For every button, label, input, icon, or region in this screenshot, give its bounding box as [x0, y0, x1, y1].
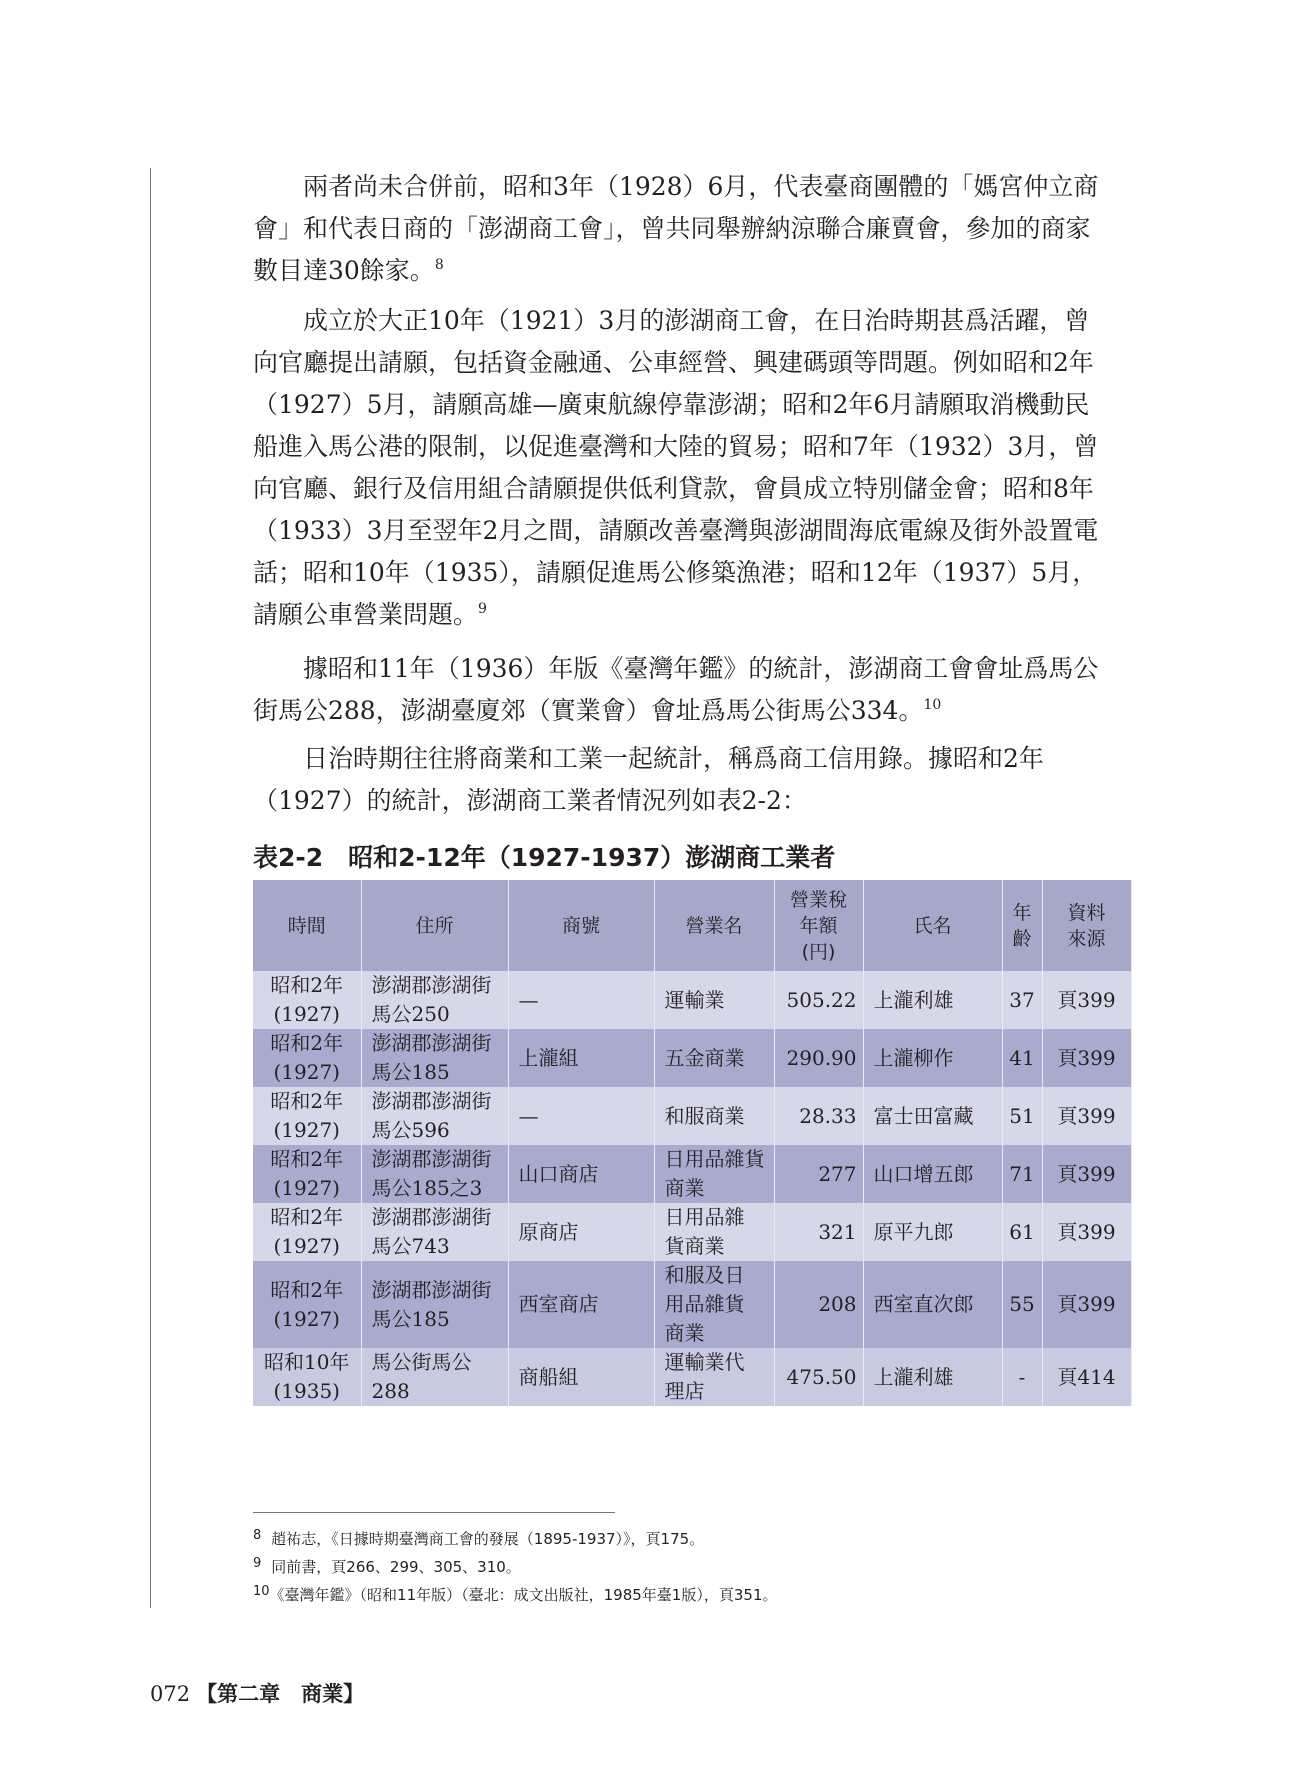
table-cell: 商船組 — [508, 1348, 654, 1406]
paragraph-line: （1927）的統計，澎湖商工業者情況列如表2-2： — [253, 786, 807, 815]
paragraph-3 — [253, 648, 1131, 732]
header-cell: 營業稅 年額 (円) — [774, 880, 863, 971]
table-cell: - — [1002, 1348, 1042, 1406]
paragraph-line: 數目達30餘家。 — [253, 256, 435, 285]
table-cell: 55 — [1002, 1261, 1042, 1348]
table-row — [253, 971, 1131, 1029]
header-cell: 氏名 — [863, 880, 1002, 971]
merchants-table — [253, 880, 1132, 1406]
table-cell: 和服及日 用品雜貨 商業 — [654, 1261, 774, 1348]
table-cell: 頁399 — [1042, 1087, 1131, 1145]
table-cell: 和服商業 — [654, 1087, 774, 1145]
table-row — [253, 1087, 1131, 1145]
table-cell: 昭和2年 (1927) — [253, 1261, 361, 1348]
paragraph-line: 會」和代表日商的「澎湖商工會」，曾共同舉辦納涼聯合廉賣會，參加的商家 — [253, 214, 1091, 243]
table-cell: 昭和2年 (1927) — [253, 971, 361, 1029]
paragraph-line: 向官廳提出請願，包括資金融通、公車經營、興建碼頭等問題。例如昭和2年 — [253, 348, 1094, 377]
paragraph-1 — [253, 166, 1131, 292]
paragraph-line: 向官廳、銀行及信用組合請願提供低利貸款，會員成立特別儲金會；昭和8年 — [253, 474, 1094, 503]
table-cell: 富士田富藏 — [863, 1087, 1002, 1145]
table-cell: 澎湖郡澎湖街 馬公185 — [361, 1261, 508, 1348]
table-cell: 51 — [1002, 1087, 1042, 1145]
table-cell: 頁399 — [1042, 971, 1131, 1029]
table-caption: 表2-2 昭和2-12年（1927-1937）澎湖商工業者 — [253, 843, 836, 872]
table-cell: 西室商店 — [508, 1261, 654, 1348]
paragraph-line: 船進入馬公港的限制，以促進臺灣和大陸的貿易；昭和7年（1932）3月，曾 — [253, 432, 1099, 461]
table-cell: 澎湖郡澎湖街 馬公185 — [361, 1029, 508, 1087]
paragraph-line: 話；昭和10年（1935），請願促進馬公修築漁港；昭和12年（1937）5月， — [253, 558, 1098, 587]
paragraph-4 — [253, 738, 1131, 822]
table-cell: 西室直次郎 — [863, 1261, 1002, 1348]
header-cell: 時間 — [253, 880, 361, 971]
table-cell: 290.90 — [774, 1029, 863, 1087]
table-cell: — — [508, 971, 654, 1029]
table-cell: 頁399 — [1042, 1203, 1131, 1261]
table-cell: 37 — [1002, 971, 1042, 1029]
table-cell: 澎湖郡澎湖街 馬公250 — [361, 971, 508, 1029]
table-row — [253, 1029, 1131, 1087]
table-cell: 昭和10年 (1935) — [253, 1348, 361, 1406]
table-cell: 頁399 — [1042, 1145, 1131, 1203]
table-cell: 馬公街馬公 288 — [361, 1348, 508, 1406]
footnote-text: 同前書，頁266、299、305、310。 — [271, 1558, 521, 1576]
page-footer — [150, 1678, 364, 1708]
table-cell: 澎湖郡澎湖街 馬公185之3 — [361, 1145, 508, 1203]
table-cell: 山口增五郎 — [863, 1145, 1002, 1203]
footnote-ref[interactable]: 9 — [478, 601, 487, 617]
table-cell: 山口商店 — [508, 1145, 654, 1203]
table-row — [253, 1261, 1131, 1348]
table-cell: 原商店 — [508, 1203, 654, 1261]
table-cell: 五金商業 — [654, 1029, 774, 1087]
paragraph-line: 請願公車營業問題。 — [253, 600, 479, 629]
table-cell: 321 — [774, 1203, 863, 1261]
table-cell: 41 — [1002, 1029, 1042, 1087]
header-cell: 住所 — [361, 880, 508, 971]
table-cell: 昭和2年 (1927) — [253, 1029, 361, 1087]
paragraph-line: 兩者尚未合併前，昭和3年（1928）6月，代表臺商團體的「媽宮仲立商 — [303, 172, 1099, 201]
paragraph-line: （1927）5月，請願高雄—廣東航線停靠澎湖；昭和2年6月請願取消機動民 — [253, 390, 1090, 419]
table-cell: 475.50 — [774, 1348, 863, 1406]
footnote-rule — [253, 1512, 615, 1513]
table-cell: 上瀧利雄 — [863, 1348, 1002, 1406]
footnote-number: 9 — [253, 1556, 262, 1571]
table-cell: 頁399 — [1042, 1029, 1131, 1087]
table-cell: 頁414 — [1042, 1348, 1131, 1406]
table-cell: 澎湖郡澎湖街 馬公743 — [361, 1203, 508, 1261]
table-cell: 61 — [1002, 1203, 1042, 1261]
table-cell: 頁399 — [1042, 1261, 1131, 1348]
table-cell: 昭和2年 (1927) — [253, 1087, 361, 1145]
table-cell: 昭和2年 (1927) — [253, 1145, 361, 1203]
paragraph-line: 成立於大正10年（1921）3月的澎湖商工會，在日治時期甚爲活躍，曾 — [303, 306, 1090, 335]
table-cell: 上瀧組 — [508, 1029, 654, 1087]
footnote-number: 10 — [253, 1584, 270, 1599]
table-cell: 505.22 — [774, 971, 863, 1029]
footnote — [253, 1584, 778, 1605]
footnote-ref[interactable]: 10 — [923, 697, 942, 713]
header-cell: 年 齡 — [1002, 880, 1042, 971]
table-cell: 昭和2年 (1927) — [253, 1203, 361, 1261]
header-cell: 商號 — [508, 880, 654, 971]
paragraph-line: 日治時期往往將商業和工業一起統計，稱爲商工信用錄。據昭和2年 — [303, 744, 1044, 773]
header-cell: 資料 來源 — [1042, 880, 1131, 971]
table-cell: 277 — [774, 1145, 863, 1203]
table-row — [253, 1145, 1131, 1203]
table-cell: 原平九郎 — [863, 1203, 1002, 1261]
footnote — [253, 1556, 521, 1577]
table-cell: 日用品雜 貨商業 — [654, 1203, 774, 1261]
paragraph-line: 據昭和11年（1936）年版《臺灣年鑑》的統計，澎湖商工會會址爲馬公 — [303, 654, 1099, 683]
table-row — [253, 1203, 1131, 1261]
table-cell: 日用品雜貨 商業 — [654, 1145, 774, 1203]
table-cell: 運輸業 — [654, 971, 774, 1029]
paragraph-line: 街馬公288，澎湖臺廈郊（實業會）會址爲馬公街馬公334。 — [253, 696, 924, 725]
page-number: 072 — [150, 1682, 191, 1706]
margin-rule — [150, 168, 151, 1608]
table-cell: 上瀧柳作 — [863, 1029, 1002, 1087]
table-cell: 上瀧利雄 — [863, 971, 1002, 1029]
table-row — [253, 1348, 1131, 1406]
header-cell: 營業名 — [654, 880, 774, 971]
table-cell: 28.33 — [774, 1087, 863, 1145]
table-cell: 運輸業代 理店 — [654, 1348, 774, 1406]
paragraph-line: （1933）3月至翌年2月之間，請願改善臺灣與澎湖間海底電線及街外設置電 — [253, 516, 1099, 545]
footnote-number: 8 — [253, 1528, 262, 1543]
table-cell: 71 — [1002, 1145, 1042, 1203]
table-cell: — — [508, 1087, 654, 1145]
footnote — [253, 1528, 704, 1549]
chapter-title: 【第二章 商業】 — [196, 1681, 365, 1706]
table-cell: 澎湖郡澎湖街 馬公596 — [361, 1087, 508, 1145]
footnote-ref[interactable]: 8 — [434, 257, 444, 273]
paragraph-2 — [253, 300, 1131, 636]
table-cell: 208 — [774, 1261, 863, 1348]
footnote-text: 趙祐志，《日據時期臺灣商工會的發展（1895-1937）》，頁175。 — [271, 1530, 705, 1548]
footnote-text: 《臺灣年鑑》（昭和11年版）（臺北：成文出版社，1985年臺1版），頁351。 — [269, 1586, 778, 1604]
